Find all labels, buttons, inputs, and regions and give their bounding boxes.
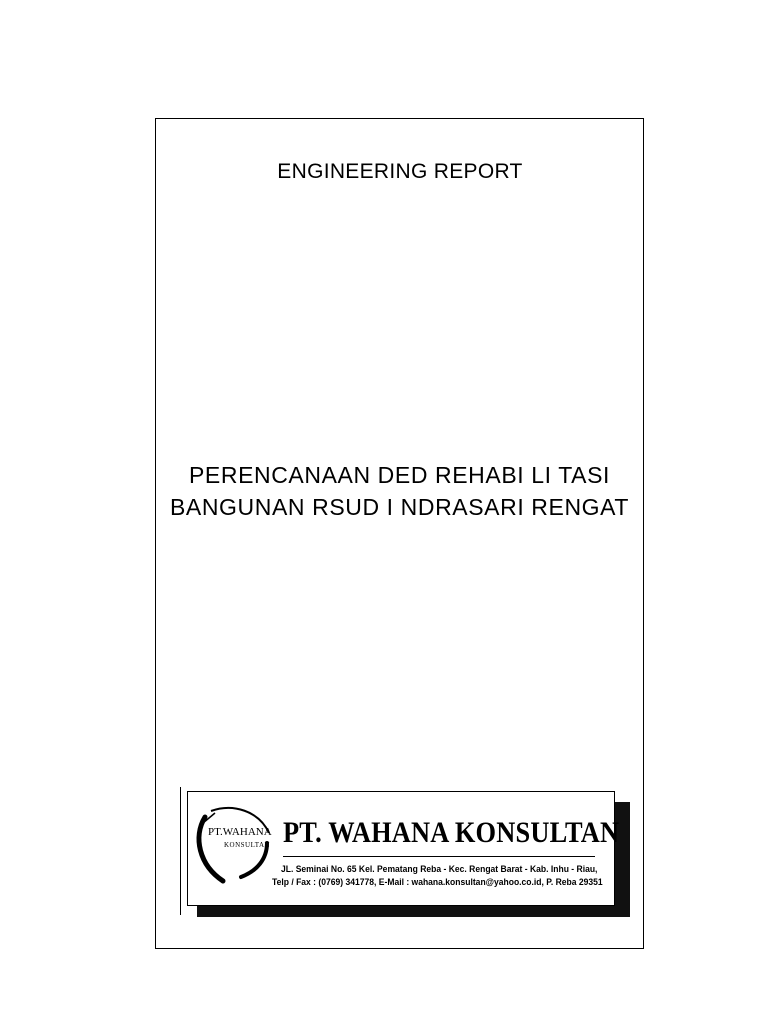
stamp-left-rule <box>180 787 181 915</box>
company-contact: Telp / Fax : (0769) 341778, E-Mail : wahana.konsultan@yahoo.co.id, P. Reba 29351 <box>272 877 603 888</box>
report-type-label: ENGINEERING REPORT <box>277 160 523 183</box>
logo-text-konsultan: KONSULTAN <box>224 841 271 849</box>
company-address: JL. Seminai No. 65 Kel. Pematang Reba - Kec. Rengat Barat - Kab. Inhu - Riau, <box>281 864 598 875</box>
logo-text-pt-wahana: PT.WAHANA <box>208 826 272 838</box>
stamp-divider <box>283 856 595 857</box>
report-title-line-2: BANGUNAN RSUD I NDRASARI RENGAT <box>169 494 630 520</box>
company-name: PT. WAHANA KONSULTAN <box>283 816 620 849</box>
report-title-line-1: PERENCANAAN DED REHABI LI TASI <box>188 462 611 488</box>
